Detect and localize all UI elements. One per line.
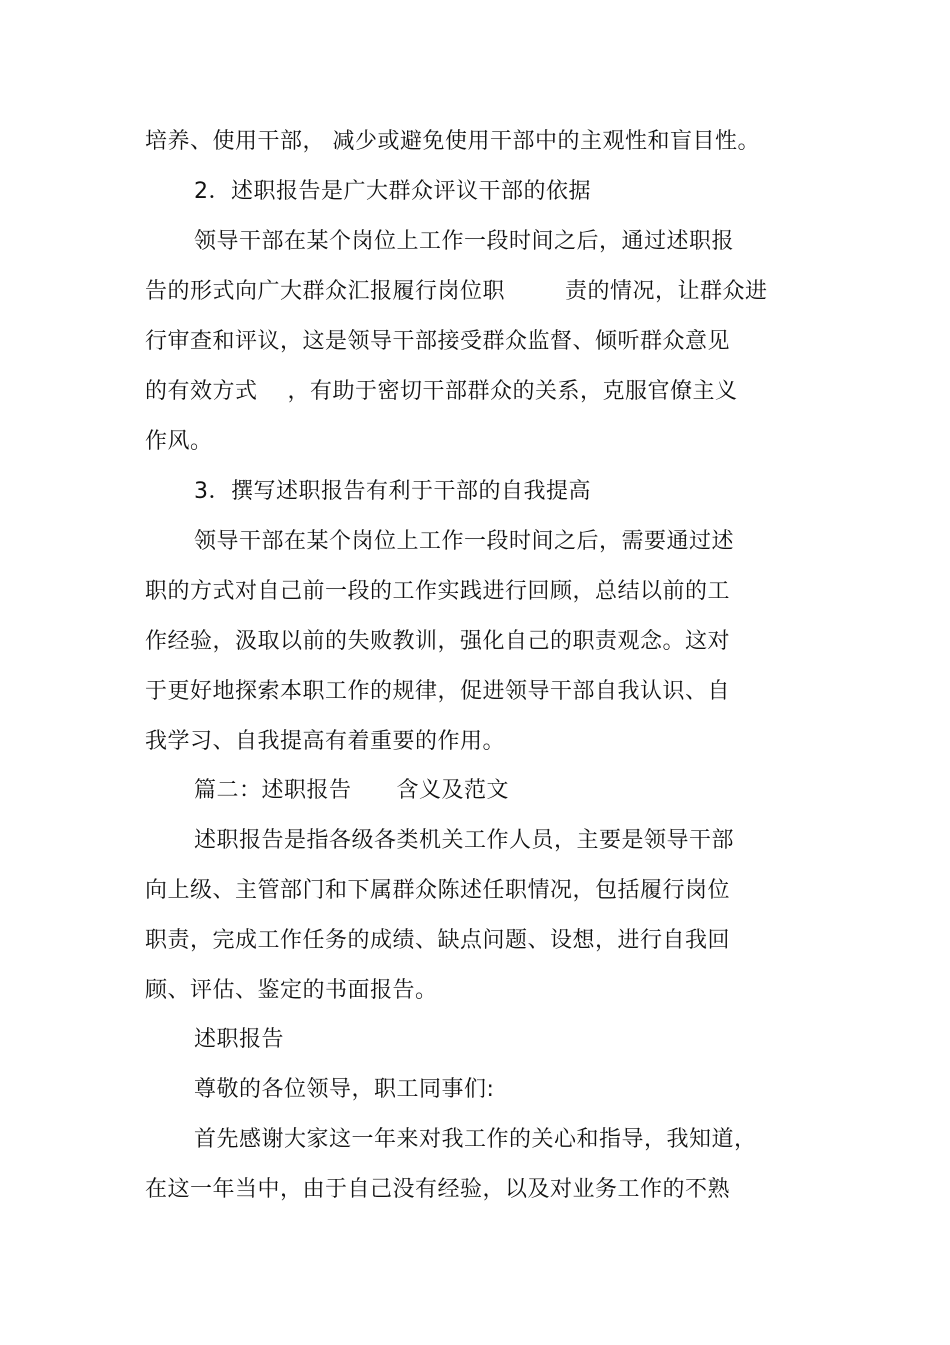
text-line: 职责，完成工作任务的成绩、缺点问题、设想，进行自我回 (145, 928, 731, 953)
text-line: 作经验，汲取以前的失败教训，强化自己的职责观念。这对 (145, 629, 731, 654)
section-heading: 2．述职报告是广大群众评议干部的依据 (194, 179, 591, 204)
text-line: 培养、使用干部， 减少或避免使用干部中的主观性和盲目性。 (145, 129, 760, 154)
text-line: 顾、评估、鉴定的书面报告。 (145, 978, 438, 1003)
text-line: 尊敬的各位领导，职工同事们: (194, 1077, 495, 1102)
section-heading: 篇二：述职报告 含义及范文 (194, 778, 509, 803)
text-line: 首先感谢大家这一年来对我工作的关心和指导，我知道， (194, 1127, 757, 1152)
text-line: 领导干部在某个岗位上工作一段时间之后，需要通过述 (194, 529, 735, 554)
text-line: 行审查和评议，这是领导干部接受群众监督、倾听群众意见 (145, 329, 731, 354)
text-line: 向上级、主管部门和下属群众陈述任职情况，包括履行岗位 (145, 878, 731, 903)
section-heading: 述职报告 (194, 1027, 285, 1052)
text-line: 职的方式对自己前一段的工作实践进行回顾，总结以前的工 (145, 579, 731, 604)
text-line: 我学习、自我提高有着重要的作用。 (145, 729, 506, 754)
text-line: 在这一年当中，由于自己没有经验，以及对业务工作的不熟 (145, 1177, 731, 1202)
text-line: 述职报告是指各级各类机关工作人员，主要是领导干部 (194, 828, 735, 853)
text-line: 作风。 (145, 429, 213, 454)
section-heading: 3．撰写述职报告有利于干部的自我提高 (194, 479, 591, 504)
text-line: 于更好地探索本职工作的规律，促进领导干部自我认识、自 (145, 679, 731, 704)
text-line: 的有效方式 ，有助于密切干部群众的关系，克服官僚主义 (145, 379, 738, 404)
text-line: 告的形式向广大群众汇报履行岗位职 责的情况，让群众进 (145, 279, 768, 304)
text-line: 领导干部在某个岗位上工作一段时间之后，通过述职报 (194, 229, 735, 254)
